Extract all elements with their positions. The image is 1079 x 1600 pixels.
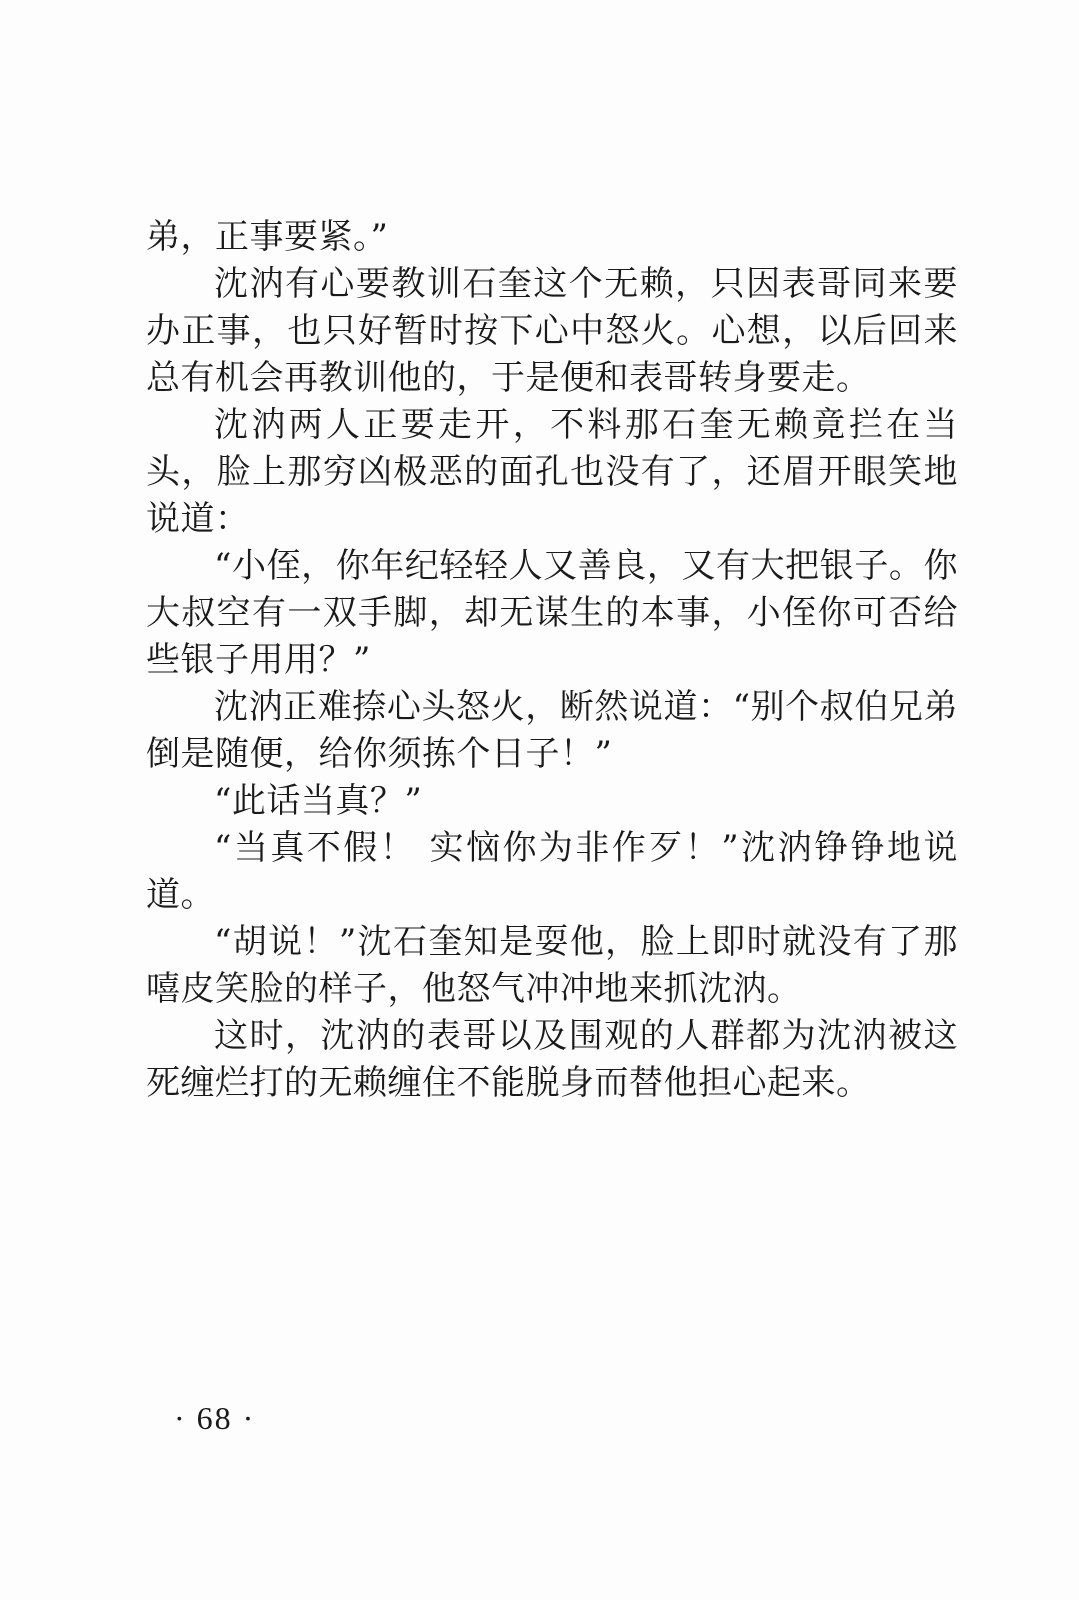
paragraph-4: “小侄，你年纪轻轻人又善良，又有大把银子。你大叔空有一双手脚，却无谋生的本事，小侄你可否给些银子用用？” (146, 546, 958, 680)
paragraph-8: “胡说！”沈石奎知是耍他，脸上即时就没有了那嘻皮笑脸的样子，他怒气冲冲地来抓沈汭。 (146, 922, 958, 1009)
paragraph-9: 这时，沈汭的表哥以及围观的人群都为沈汭被这死缠烂打的无赖缠住不能脱身而替他担心起来。 (146, 1016, 958, 1103)
paragraph-5: 沈汭正难捺心头怒火，断然说道：“别个叔伯兄弟倒是随便，给你须拣个日子！” (146, 687, 958, 774)
paragraph-6: “此话当真？” (214, 781, 423, 821)
paragraph-3: 沈汭两人正要走开，不料那石奎无赖竟拦在当头，脸上那穷凶极恶的面孔也没有了，还眉开眼笑地说道： (146, 405, 958, 539)
page-number: · 68 · (174, 1400, 256, 1436)
body-text (146, 214, 958, 1107)
paragraph-1: 弟，正事要紧。” (146, 217, 389, 257)
paragraph-7: “当真不假！ 实恼你为非作歹！”沈汭铮铮地说道。 (146, 828, 958, 915)
paragraph-2: 沈汭有心要教训石奎这个无赖，只因表哥同来要办正事，也只好暂时按下心中怒火。心想，以后回来总有机会再教训他的，于是便和表哥转身要走。 (146, 264, 958, 398)
